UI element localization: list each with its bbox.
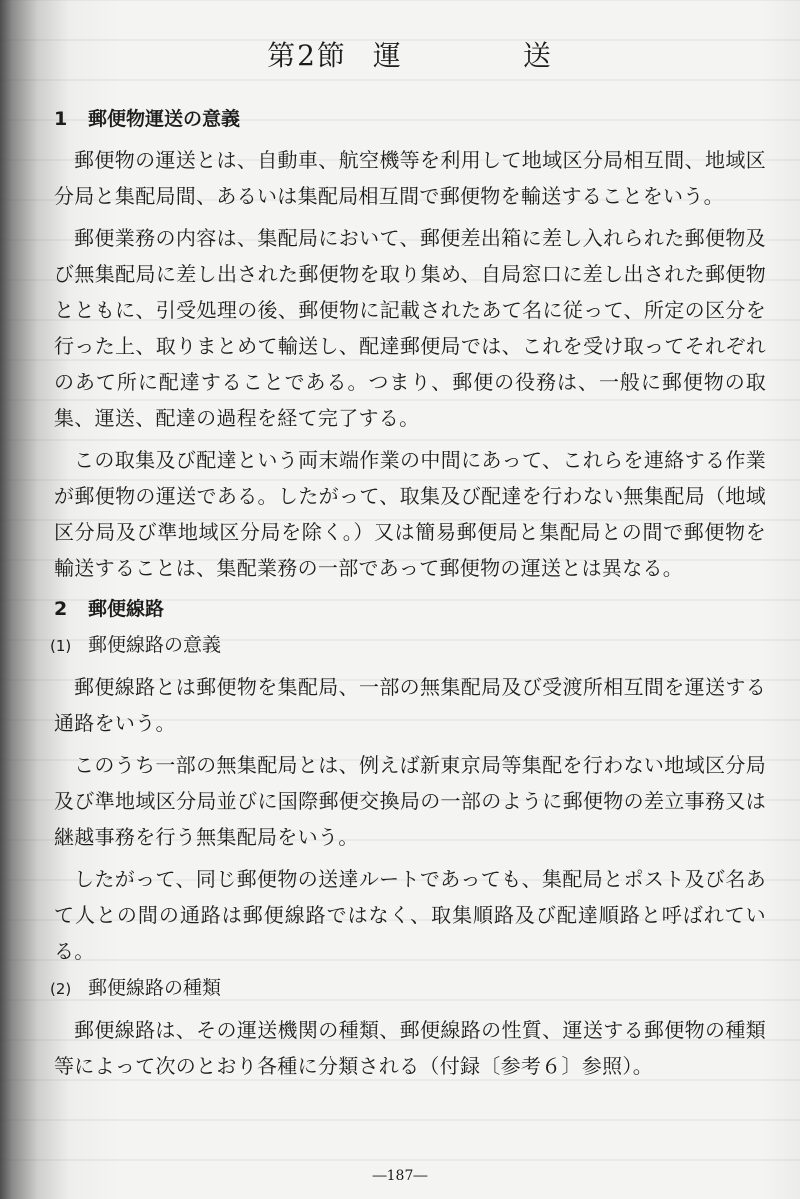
page-number: ―187― bbox=[372, 1168, 428, 1184]
heading-1-title: 郵便物運送の意義 bbox=[88, 108, 241, 130]
paragraph: この取集及び配達という両末端作業の中間にあって、これらを連絡する作業が郵便物の運送である。したがって、取集及び配達を行わない無集配局（地域区分局及び準地域区分局を除く。）又は簡易郵便局と集配局との間で郵便物を輸送することは、集配業務の一部であって郵便物の運送とは異なる。 bbox=[54, 448, 766, 580]
section-number: 第2節 bbox=[267, 39, 347, 72]
subheading-2 bbox=[50, 975, 766, 1002]
heading-2 bbox=[54, 596, 766, 622]
section-title bbox=[54, 36, 766, 76]
paragraph: 郵便線路は、その運送機関の種類、郵便線路の性質、運送する郵便物の種類等によって次のとおり各種に分類される（付録〔参考６〕参照）。 bbox=[54, 1018, 766, 1078]
paragraph: 郵便業務の内容は、集配局において、郵便差出箱に差し入れられた郵便物及び無集配局に差し出された郵便物を取り集め、自局窓口に差し出された郵便物とともに、引受処理の後、郵便物に記載されたあて名に従って、所定の区分を行った上、取りまとめて輸送し、配達郵便局では、これを受け取ってそれぞれのあて所に配達することである。つまり、郵便の役務は、一般に郵便物の取集、運送、配達の過程を経て完了する。 bbox=[54, 226, 766, 430]
paragraph: このうち一部の無集配局とは、例えば新東京局等集配を行わない地域区分局及び準地域区分局並びに国際郵便交換局の一部のように郵便物の差立事務又は継越事務を行う無集配局をいう。 bbox=[54, 753, 766, 849]
section-word-1: 運 bbox=[372, 39, 403, 72]
subheading-1-number: (1) bbox=[50, 637, 72, 655]
heading-1-number: 1 bbox=[54, 108, 68, 130]
heading-2-title: 郵便線路 bbox=[88, 598, 165, 620]
subheading-2-title: 郵便線路の種類 bbox=[88, 977, 222, 999]
paragraph: 郵便物の運送とは、自動車、航空機等を利用して地域区分局相互間、地域区分局と集配局間、あるいは集配局相互間で郵便物を輸送することをいう。 bbox=[54, 148, 766, 208]
section-word-2: 送 bbox=[522, 39, 553, 72]
subheading-1 bbox=[50, 632, 766, 659]
page-content bbox=[50, 28, 766, 1090]
subheading-1-title: 郵便線路の意義 bbox=[88, 634, 222, 656]
paragraph: したがって、同じ郵便物の送達ルートであっても、集配局とポスト及び名あて人との間の通路は郵便線路ではなく、取集順路及び配達順路と呼ばれている。 bbox=[54, 867, 766, 963]
heading-2-number: 2 bbox=[54, 598, 68, 620]
subheading-2-number: (2) bbox=[50, 980, 72, 998]
paragraph: 郵便線路とは郵便物を集配局、一部の無集配局及び受渡所相互間を運送する通路をいう。 bbox=[54, 675, 766, 735]
heading-1 bbox=[54, 106, 766, 132]
